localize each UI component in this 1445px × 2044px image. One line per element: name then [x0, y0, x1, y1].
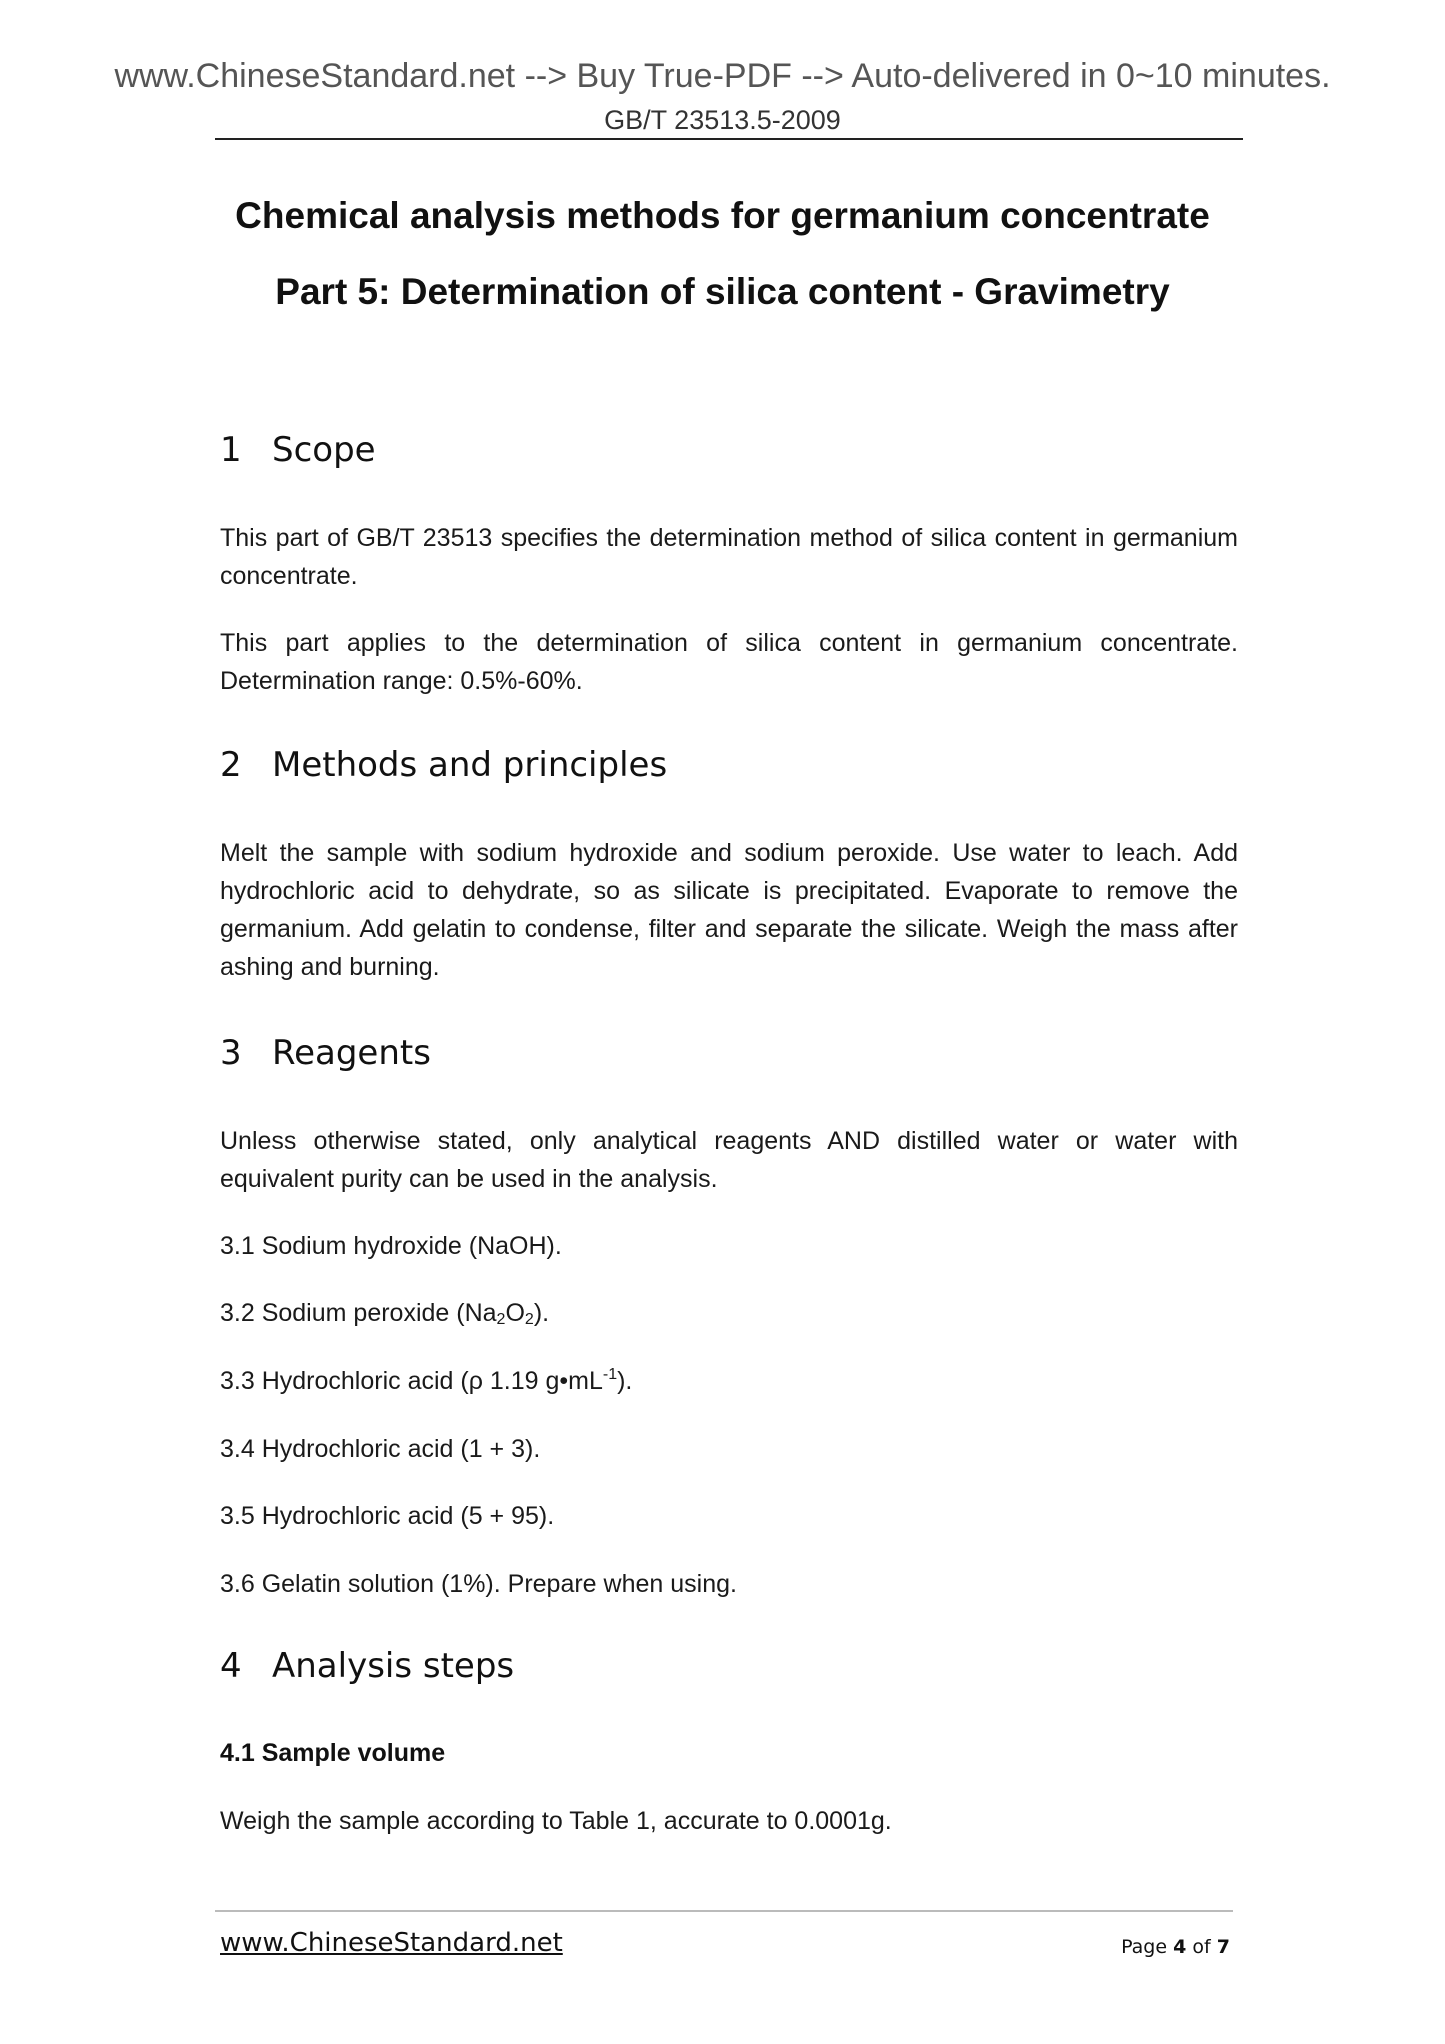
- section-title: Analysis steps: [272, 1646, 515, 1686]
- footer-divider: [215, 1910, 1233, 1912]
- reagent-item-3-5: 3.5 Hydrochloric acid (5 + 95).: [220, 1502, 555, 1530]
- page-current: 4: [1173, 1936, 1187, 1958]
- sample-volume-text: Weigh the sample according to Table 1, accurate to 0.0001g.: [220, 1807, 892, 1835]
- section-title: Scope: [272, 430, 376, 470]
- section-title: Methods and principles: [272, 745, 668, 785]
- section-number: 3: [220, 1033, 242, 1073]
- reagent-item-3-6: 3.6 Gelatin solution (1%). Prepare when using.: [220, 1570, 737, 1598]
- reagents-intro: Unless otherwise stated, only analytical reagents AND distilled water or water with equivalent purity can be used in the analysis.: [220, 1127, 1238, 1193]
- section-heading-reagents: [220, 1033, 431, 1073]
- methods-paragraph: Melt the sample with sodium hydroxide and sodium peroxide. Use water to leach. Add hydrochloric acid to dehydrate, so as silicate is precipitated. Evaporate to remove the germanium. Add gelatin to condense, filter and separate the silicate. Weigh the mass after ashing and burning.: [220, 839, 1238, 981]
- scope-paragraph-1: This part of GB/T 23513 specifies the determination method of silica content in germanium concentrate.: [220, 524, 1238, 590]
- standard-number: GB/T 23513.5-2009: [604, 105, 841, 135]
- section-number: 1: [220, 430, 242, 470]
- page-total: 7: [1216, 1936, 1230, 1958]
- subsection-heading-sample-volume: 4.1 Sample volume: [220, 1739, 446, 1767]
- reagent-item-3-2: [220, 1295, 549, 1331]
- subscript: 2: [496, 1311, 506, 1328]
- reagent-text: ).: [533, 1299, 550, 1327]
- section-heading-methods: [220, 745, 667, 785]
- reagent-text: ).: [617, 1367, 633, 1395]
- reagent-item-3-3: [220, 1363, 632, 1399]
- superscript: -1: [602, 1366, 618, 1383]
- section-heading-analysis: [220, 1646, 514, 1686]
- subscript: 2: [524, 1311, 534, 1328]
- site-banner[interactable]: www.ChineseStandard.net --> Buy True-PDF --> Auto-delivered in 0~10 minutes.: [114, 57, 1331, 95]
- document-subtitle: Part 5: Determination of silica content - Gravimetry: [275, 271, 1170, 312]
- section-heading-scope: [220, 430, 376, 470]
- reagent-item-3-1: 3.1 Sodium hydroxide (NaOH).: [220, 1232, 562, 1260]
- reagent-item-3-4: 3.4 Hydrochloric acid (1 + 3).: [220, 1435, 541, 1463]
- page-label: Page: [1121, 1936, 1168, 1958]
- reagent-text: 3.2 Sodium peroxide (Na: [220, 1299, 497, 1327]
- scope-paragraph-2: This part applies to the determination of silica content in germanium concentrate. Determination range: 0.5%-60%.: [220, 629, 1238, 695]
- section-number: 4: [220, 1646, 242, 1686]
- section-title: Reagents: [272, 1033, 431, 1073]
- page-of: of: [1192, 1936, 1211, 1958]
- footer-site-link[interactable]: www.ChineseStandard.net: [220, 1928, 563, 1958]
- page-indicator: [1020, 1935, 1230, 1959]
- section-number: 2: [220, 745, 242, 785]
- reagent-text: O: [505, 1299, 525, 1327]
- header-divider: [215, 138, 1243, 140]
- reagent-text: 3.3 Hydrochloric acid (ρ 1.19 g•mL: [220, 1367, 603, 1395]
- document-title: Chemical analysis methods for germanium concentrate: [235, 195, 1210, 236]
